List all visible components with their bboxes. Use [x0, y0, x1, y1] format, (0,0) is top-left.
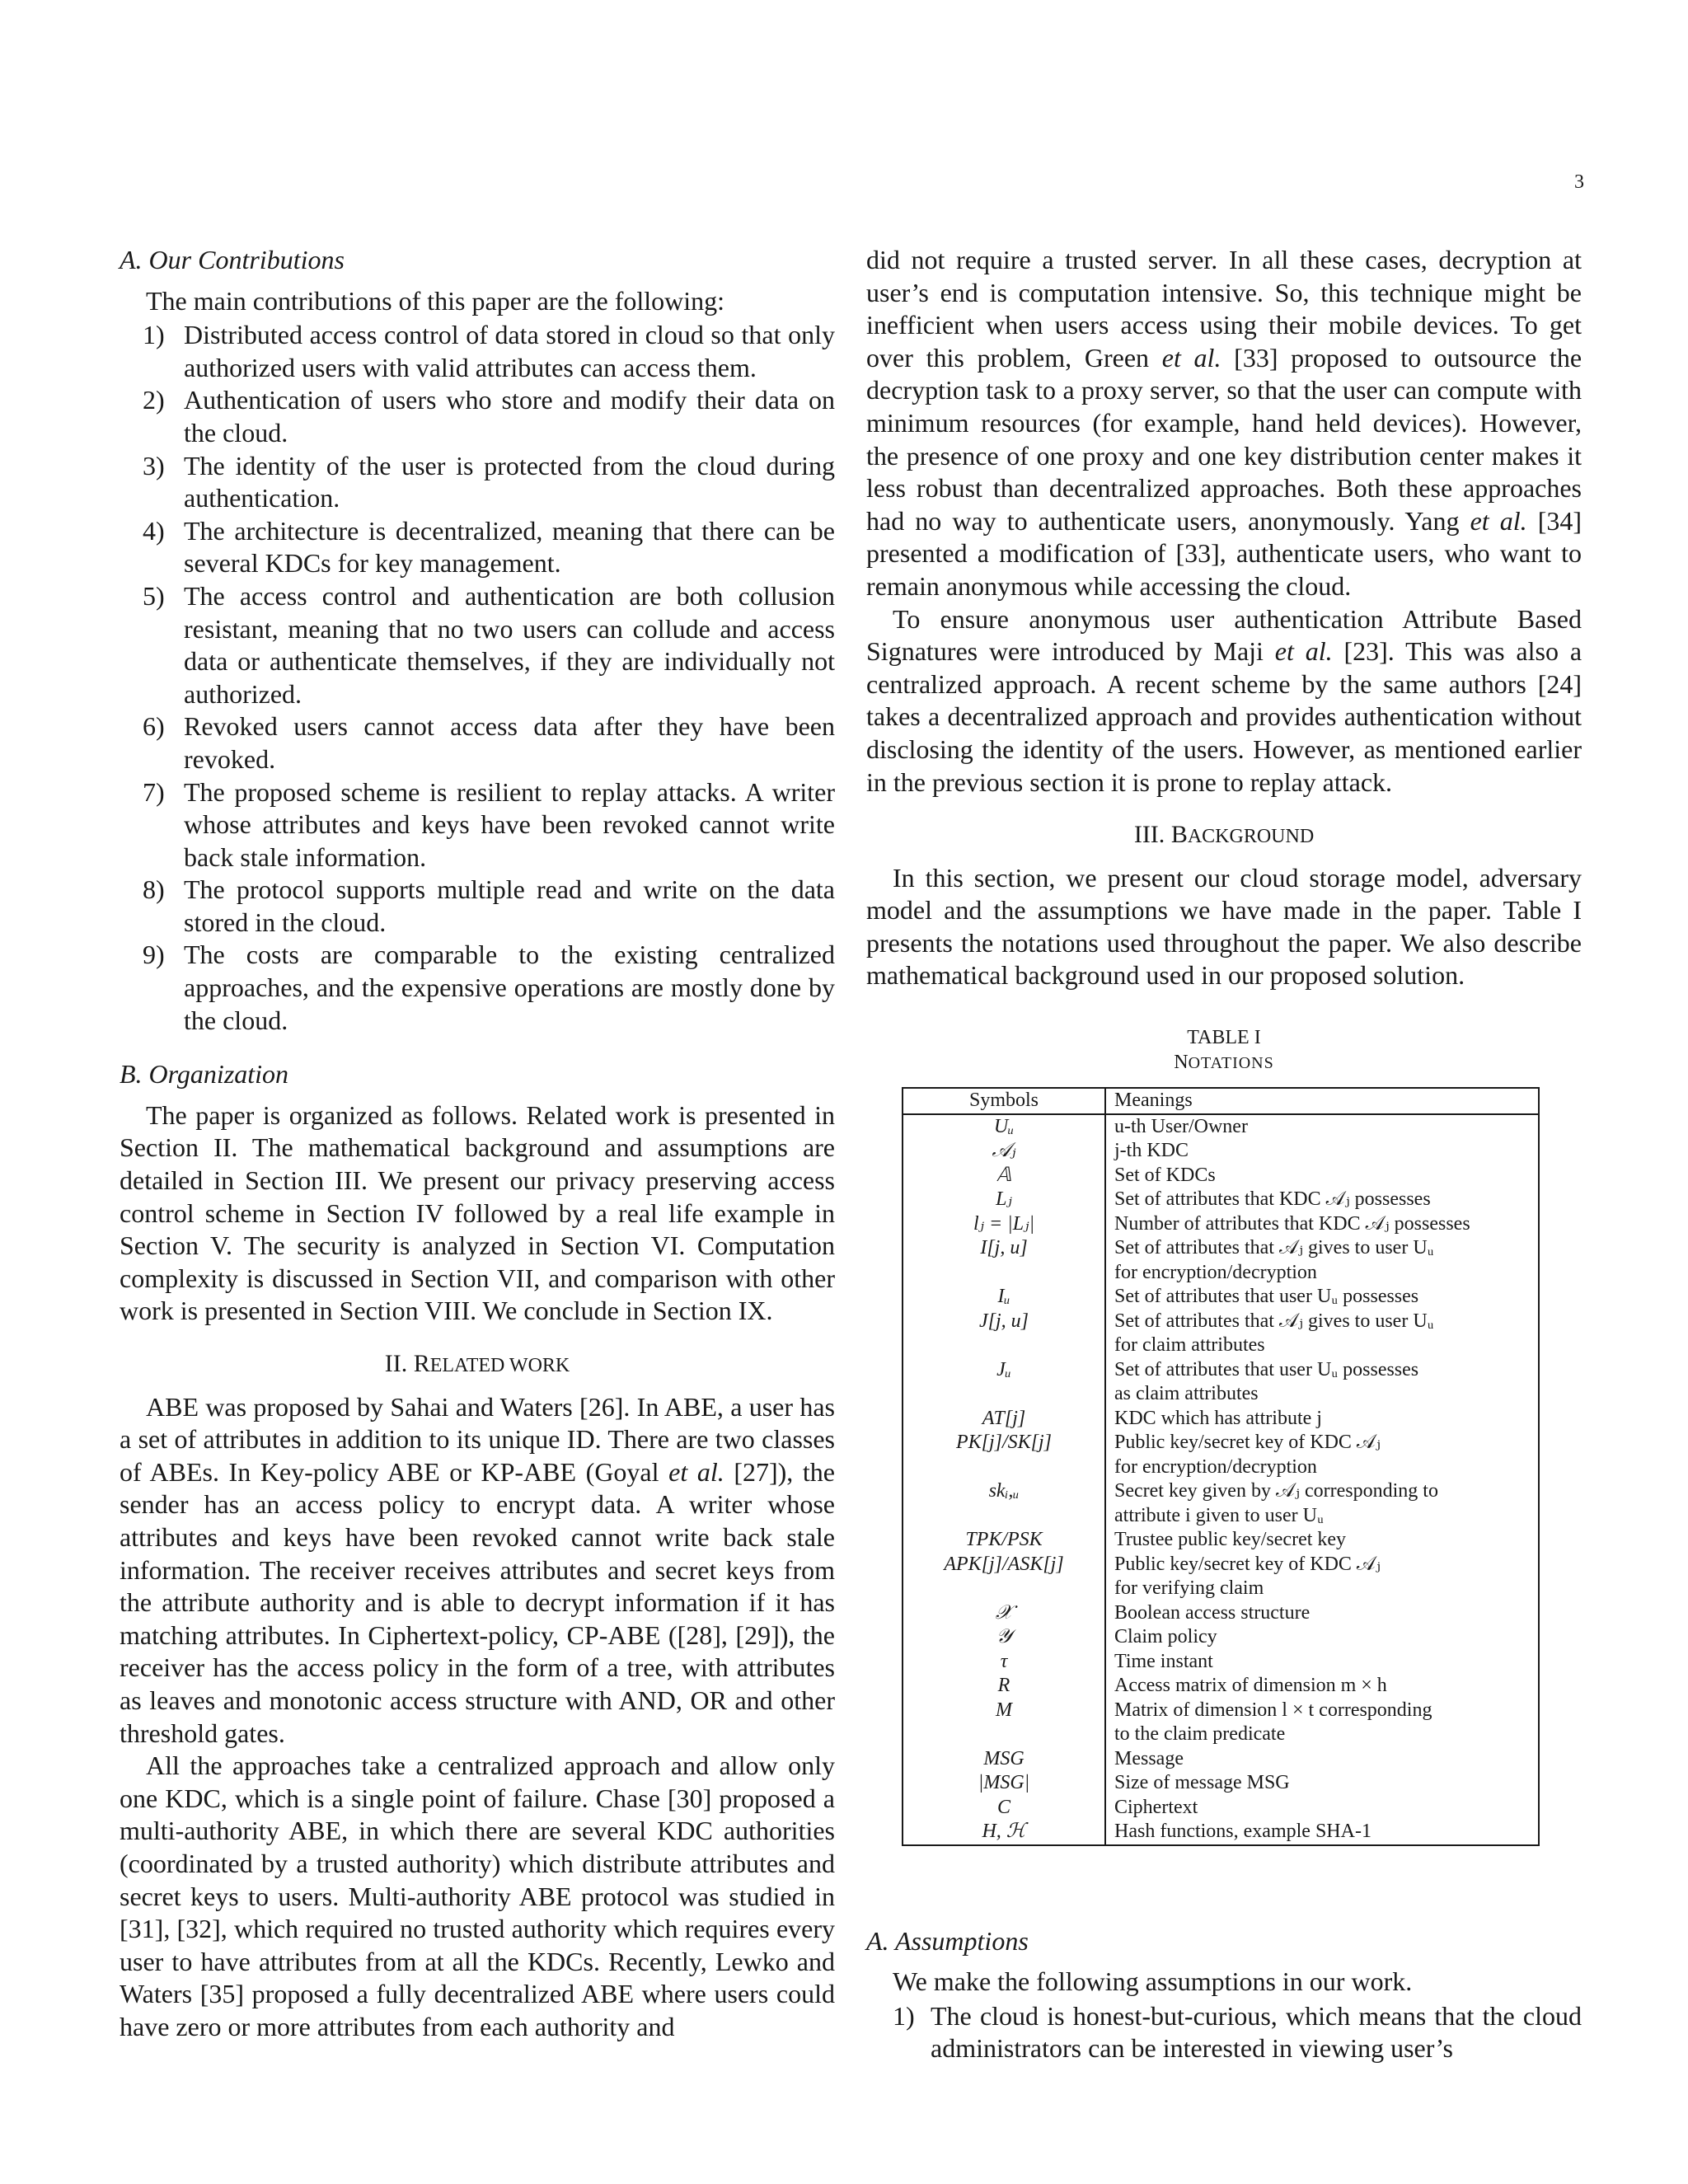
table-row	[903, 1114, 1539, 1140]
meaning-cell: Ciphertext	[1114, 1796, 1198, 1818]
list-item	[120, 776, 835, 874]
related-p1-part-b: [27]), the sender has an access policy to encrypt data. A writer whose attributes and keys have been revoked cannot write back stale information. The receiver receives attributes and secret keys from the attribute authority and is able to decrypt information if it has matching attributes. In Ciphertext-policy, CP-ABE ([28], [29]), the receiver has the access policy in the form of a tree, with attributes as leaves and monotonic access structure with AND, OR and other threshold gates.	[120, 1456, 836, 1748]
meaning-cell: Set of attributes that user Uᵤ possesses	[1114, 1286, 1419, 1308]
cont-part-c: [34] presented a modification of [33], authenticate users, who want to remain anonymous while accessing the cloud.	[866, 505, 1582, 601]
meaning-cell: Trustee public key/secret key	[1114, 1529, 1347, 1551]
related-work-heading-rest: ELATED WORK	[429, 1355, 570, 1376]
background-paragraph: In this section, we present our cloud storage model, adversary model and the assumptions we have made in the paper. Table I presents the notations used throughout the paper. We also describe mathematical background used in our proposed solution.	[866, 862, 1582, 991]
list-item-text: The protocol supports multiple read and write on the data stored in the cloud.	[184, 874, 835, 937]
table-row	[903, 1796, 1539, 1821]
meaning-cell: Access matrix of dimension m × h	[1114, 1675, 1387, 1697]
list-item-number: 4)	[143, 515, 165, 546]
table-row	[903, 1625, 1539, 1650]
related-work-heading-num: II.	[384, 1350, 414, 1377]
symbol-cell: PK[j]/SK[j]	[903, 1431, 1105, 1479]
list-item-text: The identity of the user is protected from the cloud during authentication.	[184, 450, 835, 513]
table-row	[903, 1820, 1539, 1845]
meaning-cell: Boolean access structure	[1114, 1601, 1311, 1624]
list-item-number: 6)	[143, 711, 165, 742]
table-header-row	[903, 1088, 1539, 1114]
list-item-text: The proposed scheme is resilient to replay attacks. A writer whose attributes and keys have been revoked cannot write back stale information.	[184, 776, 835, 872]
cont-part-a: did not require a trusted server. In all these cases, decryption at user’s end is computation intensive. So, this technique might be inefficient when users access using their mobile devices. To get over this problem, Green	[866, 245, 1582, 373]
table-row	[903, 1310, 1539, 1358]
table-caption	[866, 1025, 1582, 1076]
table-row	[903, 1212, 1539, 1237]
symbol-cell: 𝒴	[903, 1625, 1105, 1650]
table-row	[903, 1747, 1539, 1772]
table-row	[903, 1674, 1539, 1699]
list-item-number: 2)	[143, 385, 165, 415]
background-heading	[866, 818, 1582, 854]
symbol-cell: τ	[903, 1650, 1105, 1675]
table-row	[903, 1407, 1539, 1432]
meaning-cell: Set of attributes that KDC 𝒜ⱼ possesses	[1114, 1188, 1431, 1211]
related-work-continued	[866, 244, 1582, 603]
list-item-text: Authentication of users who store and modify their data on the cloud.	[184, 385, 835, 448]
list-item-text: The cloud is honest-but-curious, which means that the cloud administrators can be interested in viewing user’s	[931, 2000, 1582, 2064]
meaning-cell: Secret key given by 𝒜ⱼ corresponding to attribute i given to user Uᵤ	[1114, 1480, 1438, 1526]
list-item-text: Distributed access control of data stored in cloud so that only authorized users with valid attributes can access them.	[184, 320, 835, 382]
symbol-cell: C	[903, 1796, 1105, 1821]
background-heading-num: III.	[1133, 821, 1171, 849]
anon-etal: et al.	[1274, 636, 1333, 667]
symbol-cell: Lⱼ	[903, 1188, 1105, 1212]
list-item	[120, 319, 835, 384]
meaning-cell: j-th KDC	[1114, 1140, 1189, 1162]
table-row	[903, 1699, 1539, 1747]
left-column	[120, 244, 835, 2043]
meaning-cell: Size of message MSG	[1114, 1772, 1290, 1794]
notations-table	[902, 1087, 1540, 1846]
cont-part-b: [33] proposed to outsource the decryption task to a proxy server, so that the user can compute with minimum resources (for example, hand held devices). However, the presence of one proxy and one key distribution center makes it less robust than decentralized approaches. Both these approaches had no way to authenticate users, anonymously. Yang	[866, 342, 1582, 536]
list-item-number: 5)	[143, 580, 165, 611]
anon-part-a: To ensure anonymous user authentication Attribute Based Signatures were introduced by Maji	[866, 603, 1582, 667]
symbol-cell: AT[j]	[903, 1407, 1105, 1432]
list-item-number: 8)	[143, 874, 165, 905]
table-title-first: N	[1174, 1052, 1189, 1074]
background-heading-first: B	[1170, 821, 1188, 849]
list-item-number: 3)	[143, 450, 165, 480]
meaning-cell: Message	[1114, 1747, 1184, 1769]
meaning-cell: Time instant	[1114, 1650, 1213, 1672]
meaning-cell: Set of KDCs	[1114, 1164, 1216, 1186]
spacer	[866, 1846, 1582, 1925]
list-item-text: The access control and authentication are both collusion resistant, meaning that no two users can collude and access data or authenticate themselves, if they are individually not authorized.	[184, 580, 835, 709]
meaning-cell: Set of attributes that user Uᵤ possesses as claim attributes	[1114, 1358, 1419, 1405]
table-row	[903, 1188, 1539, 1212]
table-row	[903, 1528, 1539, 1553]
assumptions-heading: A. Assumptions	[866, 1925, 1029, 1956]
symbol-cell: Iᵤ	[903, 1285, 1105, 1310]
related-p1-part-a: ABE was proposed by Sahai and Waters [26]. In ABE, a user has a set of attributes in addition to its unique ID. There are two classes of ABEs. In Key-policy ABE or KP-ABE (Goyal	[120, 1391, 835, 1487]
symbol-cell: I[j, u]	[903, 1236, 1105, 1285]
table-row	[903, 1164, 1539, 1188]
table-label: TABLE I	[1187, 1027, 1261, 1049]
symbol-cell: 𝒳	[903, 1601, 1105, 1626]
list-item	[120, 384, 835, 449]
list-item-number: 9)	[143, 940, 165, 970]
symbol-cell: MSG	[903, 1747, 1105, 1772]
meaning-cell: Public key/secret key of KDC 𝒜ⱼ for verifying claim	[1114, 1553, 1381, 1600]
page-number: 3	[1574, 171, 1584, 193]
list-item	[120, 450, 835, 515]
list-item	[120, 939, 835, 1037]
symbol-cell: R	[903, 1674, 1105, 1699]
meaning-cell: Claim policy	[1114, 1626, 1217, 1648]
table-title-rest: OTATIONS	[1188, 1054, 1274, 1073]
symbol-cell: H, ℋ	[903, 1820, 1105, 1845]
table-row	[903, 1771, 1539, 1796]
symbol-cell: M	[903, 1699, 1105, 1747]
table-row	[903, 1236, 1539, 1285]
related-work-paragraph-2: All the approaches take a centralized approach and allow only one KDC, which is a single point of failure. Chase [30] proposed a multi-authority ABE, in which there are several KDC authorities (coordinated by a trusted authority) which distribute attributes and secret keys to users. Multi-authority ABE protocol was studied in [31], [32], which required no trusted authority which requires every user to have attributes from at all the KDCs. Recently, Lewko and Waters [35] proposed a fully decentralized ABE where users could have zero or more attributes from each authority and	[120, 1750, 835, 2041]
header-symbols: Symbols	[903, 1088, 1105, 1114]
anonymous-auth-paragraph	[866, 603, 1582, 799]
meaning-cell: Number of attributes that KDC 𝒜ⱼ possesses	[1114, 1212, 1470, 1235]
list-item	[120, 874, 835, 939]
symbol-cell: skᵢ,ᵤ	[903, 1479, 1105, 1528]
list-item-text: Revoked users cannot access data after they have been revoked.	[184, 711, 835, 774]
cont-etal-2: et al.	[1470, 505, 1527, 536]
list-item-number: 1)	[143, 320, 165, 350]
meaning-cell: u-th User/Owner	[1114, 1115, 1248, 1137]
table-row	[903, 1139, 1539, 1164]
table-row	[903, 1601, 1539, 1626]
meaning-cell: KDC which has attribute j	[1114, 1407, 1322, 1429]
symbol-cell: 𝔸	[903, 1164, 1105, 1188]
symbol-cell: Jᵤ	[903, 1358, 1105, 1407]
assumptions-intro: We make the following assumptions in our work.	[893, 1966, 1413, 1997]
list-item-number: 1)	[893, 2000, 915, 2031]
symbol-cell: Uᵤ	[903, 1114, 1105, 1140]
assumptions-list	[866, 2000, 1582, 2065]
meaning-cell: Hash functions, example SHA-1	[1114, 1821, 1372, 1843]
symbol-cell: TPK/PSK	[903, 1528, 1105, 1553]
list-item	[120, 580, 835, 710]
table-row	[903, 1431, 1539, 1479]
organization-paragraph: The paper is organized as follows. Related work is presented in Section II. The mathematical background and assumptions are detailed in Section III. We present our privacy preserving access control scheme in Section IV followed by a real life example in Section V. The security is analyzed in Section VI. Computation complexity is discussed in Section VII, and comparison with other work is presented in Section VIII. We conclude in Section IX.	[120, 1099, 835, 1326]
table-row	[903, 1650, 1539, 1675]
meaning-cell: Public key/secret key of KDC 𝒜ⱼ for encryption/decryption	[1114, 1432, 1381, 1478]
table-body	[903, 1114, 1539, 1845]
table-row	[903, 1479, 1539, 1528]
organization-heading: B. Organization	[120, 1059, 289, 1090]
contributions-heading: A. Our Contributions	[120, 245, 345, 274]
related-work-heading	[120, 1347, 835, 1383]
table-row	[903, 1553, 1539, 1601]
list-item	[866, 2000, 1582, 2065]
cont-etal-1: et al.	[1161, 342, 1221, 373]
symbol-cell: lⱼ = |Lⱼ|	[903, 1212, 1105, 1237]
anon-part-b: [23]. This was also a centralized approach. A recent scheme by the same authors [24] takes a decentralized approach and provides authentication without disclosing the identity of the users. However, as mentioned earlier in the previous section it is prone to replay attack.	[866, 636, 1582, 797]
background-heading-rest: ACKGROUND	[1187, 826, 1315, 848]
contributions-list	[120, 319, 835, 1037]
list-item-text: The architecture is decentralized, meaning that there can be several KDCs for key management.	[184, 515, 835, 579]
header-meanings: Meanings	[1105, 1088, 1539, 1114]
table-row	[903, 1358, 1539, 1407]
related-work-paragraph-1	[120, 1391, 835, 1750]
symbol-cell: 𝒜ⱼ	[903, 1139, 1105, 1164]
meaning-cell: Matrix of dimension l × t corresponding to the claim predicate	[1114, 1699, 1432, 1746]
list-item-number: 7)	[143, 776, 165, 807]
list-item	[120, 710, 835, 776]
contributions-intro: The main contributions of this paper are the following:	[146, 285, 725, 316]
symbol-cell: APK[j]/ASK[j]	[903, 1553, 1105, 1601]
symbol-cell: |MSG|	[903, 1771, 1105, 1796]
table-title	[866, 1050, 1582, 1076]
meaning-cell: Set of attributes that 𝒜ⱼ gives to user Uᵤ for claim attributes	[1114, 1310, 1434, 1357]
list-item	[120, 515, 835, 580]
symbol-cell: J[j, u]	[903, 1310, 1105, 1358]
list-item-text: The costs are comparable to the existing centralized approaches, and the expensive operations are mostly done by the cloud.	[184, 940, 835, 1035]
related-work-heading-first: R	[413, 1350, 430, 1377]
related-p1-etal: et al.	[668, 1456, 724, 1487]
right-column	[866, 244, 1582, 2065]
table-row	[903, 1285, 1539, 1310]
meaning-cell: Set of attributes that 𝒜ⱼ gives to user Uᵤ for encryption/decryption	[1114, 1237, 1434, 1283]
